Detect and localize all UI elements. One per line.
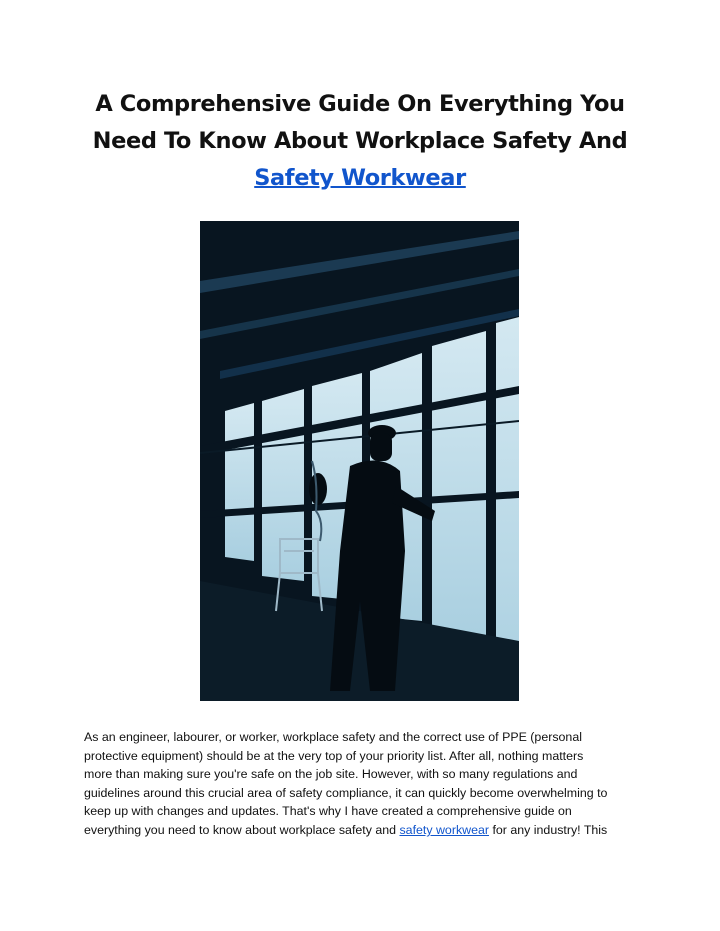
photo-illustration [200,221,519,701]
document-title [60,86,660,197]
paragraph-line: keep up with changes and updates. That's why I have created a comprehensive guide on [84,804,572,819]
paragraph-text: everything you need to know about workplace safety and [84,822,400,837]
title-safety-workwear-link[interactable]: Safety Workwear [254,165,466,191]
paragraph-last-line [84,821,644,840]
safety-workwear-link[interactable]: safety workwear [399,822,490,837]
intro-paragraph [84,728,644,840]
paragraph-line: protective equipment) should be at the very top of your priority list. After all, nothing matters [84,748,584,763]
paragraph-line: more than making sure you're safe on the job site. However, with so many regulations and [84,767,578,782]
title-line-1: A Comprehensive Guide On Everything You [95,91,625,117]
paragraph-text: for any industry! This [489,822,608,837]
paragraph-line: As an engineer, labourer, or worker, workplace safety and the correct use of PPE (personal [84,730,582,744]
paragraph-line: guidelines around this crucial area of safety compliance, it can quickly become overwhelming to [84,785,608,800]
title-line-2: Need To Know About Workplace Safety And [92,128,628,154]
worker-silhouette-photo [200,221,519,701]
